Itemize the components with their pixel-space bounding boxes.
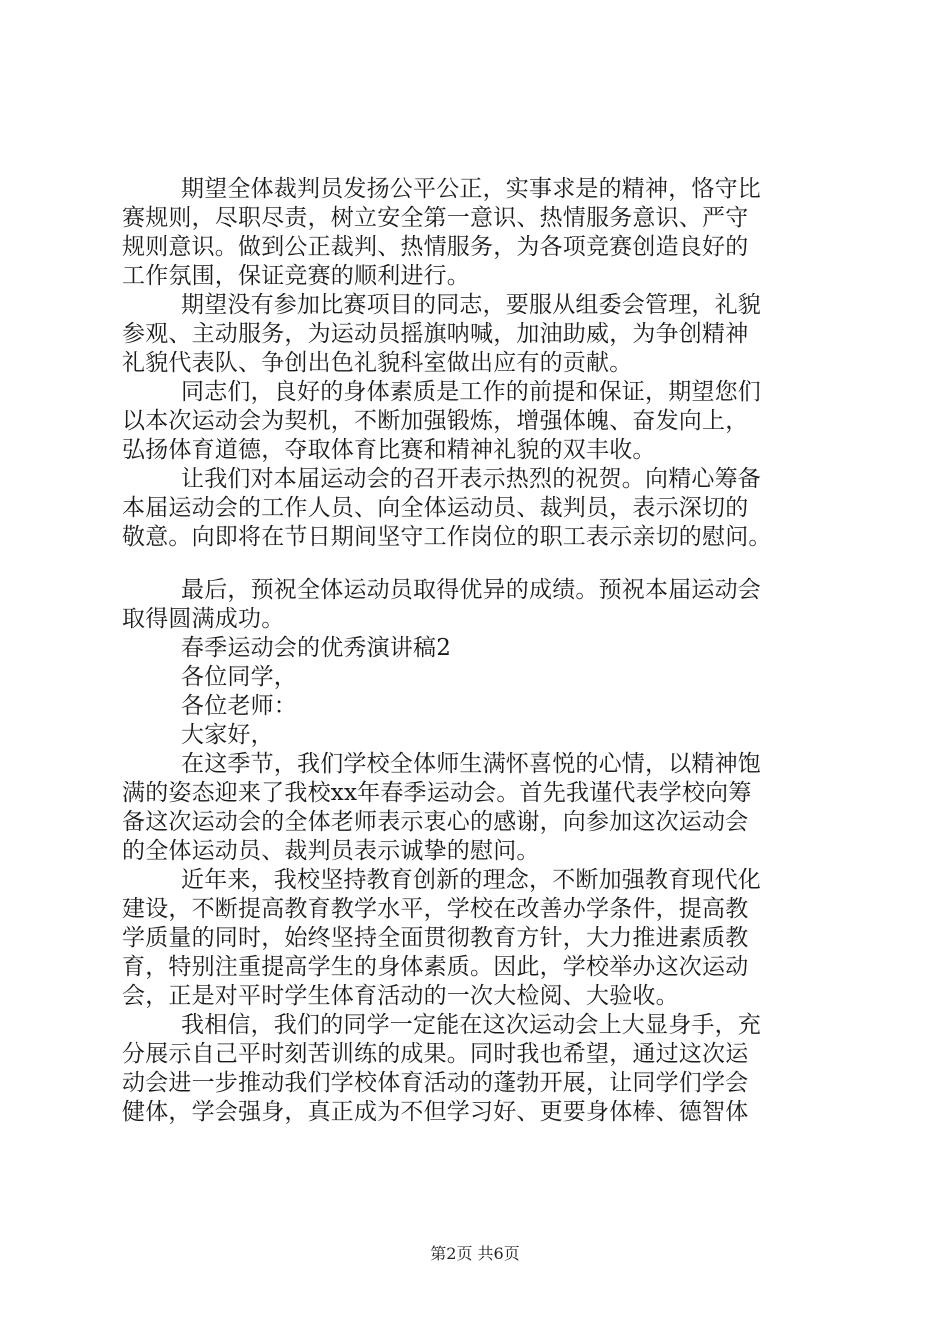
text-line: 让我们对本届运动会的召开表示热烈的祝贺。向精心筹备 bbox=[181, 466, 761, 492]
text-line: 取得圆满成功。 bbox=[122, 606, 285, 632]
text-line: 近年来，我校坚持教育创新的理念，不断加强教育现代化 bbox=[181, 867, 761, 893]
text-line: 赛规则，尽职尽责，树立安全第一意识、热情服务意识、严守 bbox=[122, 205, 749, 231]
text-line: 礼貌代表队、争创出色礼貌科室做出应有的贡献。 bbox=[122, 350, 633, 376]
text-line: 的全体运动员、裁判员表示诚挚的慰问。 bbox=[122, 838, 540, 864]
salutation: 各位同学， bbox=[181, 664, 297, 690]
text-line: 参观、主动服务，为运动员摇旗呐喊，加油助威，为争创精神 bbox=[122, 321, 749, 347]
page-number-footer: 第2页 共6页 bbox=[430, 1244, 520, 1263]
text-line: 会，正是对平时学生体育活动的一次大检阅、大验收。 bbox=[122, 983, 679, 1009]
text-line: 同志们，良好的身体素质是工作的前提和保证，期望您们 bbox=[181, 379, 761, 405]
text-line: 我相信，我们的同学一定能在这次运动会上大显身手，充 bbox=[181, 1012, 761, 1038]
greeting: 大家好， bbox=[181, 722, 274, 748]
text-line: 弘扬体育道德，夺取体育比赛和精神礼貌的双丰收。 bbox=[122, 437, 656, 463]
text-line: 期望没有参加比赛项目的同志，要服从组委会管理，礼貌 bbox=[181, 292, 761, 318]
text-line: 学质量的同时，始终坚持全面贯彻教育方针，大力推进素质教 bbox=[122, 925, 749, 951]
text-line: 备这次运动会的全体老师表示衷心的感谢，向参加这次运动会 bbox=[122, 809, 749, 835]
text-line: 敬意。向即将在节日期间坚守工作岗位的职工表示亲切的慰问。 bbox=[122, 524, 772, 550]
document-body bbox=[122, 175, 834, 1127]
text-line: 最后，预祝全体运动员取得优异的成绩。预祝本届运动会 bbox=[181, 577, 761, 603]
text-line: 以本次运动会为契机，不断加强锻炼，增强体魄、奋发向上， bbox=[122, 408, 749, 434]
salutation: 各位老师： bbox=[181, 693, 297, 719]
text-line: 本届运动会的工作人员、向全体运动员、裁判员，表示深切的 bbox=[122, 495, 749, 521]
text-line: 健体，学会强身，真正成为不但学习好、更要身体棒、德智体 bbox=[122, 1099, 749, 1125]
text-line: 建设，不断提高教育教学水平，学校在改善办学条件，提高教 bbox=[122, 896, 749, 922]
text-line: 期望全体裁判员发扬公平公正，实事求是的精神，恪守比 bbox=[181, 176, 761, 202]
text-line: 规则意识。做到公正裁判、热情服务，为各项竞赛创造良好的 bbox=[122, 234, 749, 260]
section-title: 春季运动会的优秀演讲稿2 bbox=[181, 635, 452, 661]
text-line: 工作氛围，保证竞赛的顺利进行。 bbox=[122, 263, 470, 289]
paragraph-gap bbox=[122, 552, 834, 576]
text-line: 育，特别注重提高学生的身体素质。因此，学校举办这次运动 bbox=[122, 954, 749, 980]
text-line: 在这季节，我们学校全体师生满怀喜悦的心情，以精神饱 bbox=[181, 751, 761, 777]
text-line: 动会进一步推动我们学校体育活动的蓬勃开展，让同学们学会 bbox=[122, 1070, 749, 1096]
text-line: 分展示自己平时刻苦训练的成果。同时我也希望，通过这次运 bbox=[122, 1041, 749, 1067]
text-line: 满的姿态迎来了我校xx年春季运动会。首先我谨代表学校向筹 bbox=[122, 780, 752, 806]
